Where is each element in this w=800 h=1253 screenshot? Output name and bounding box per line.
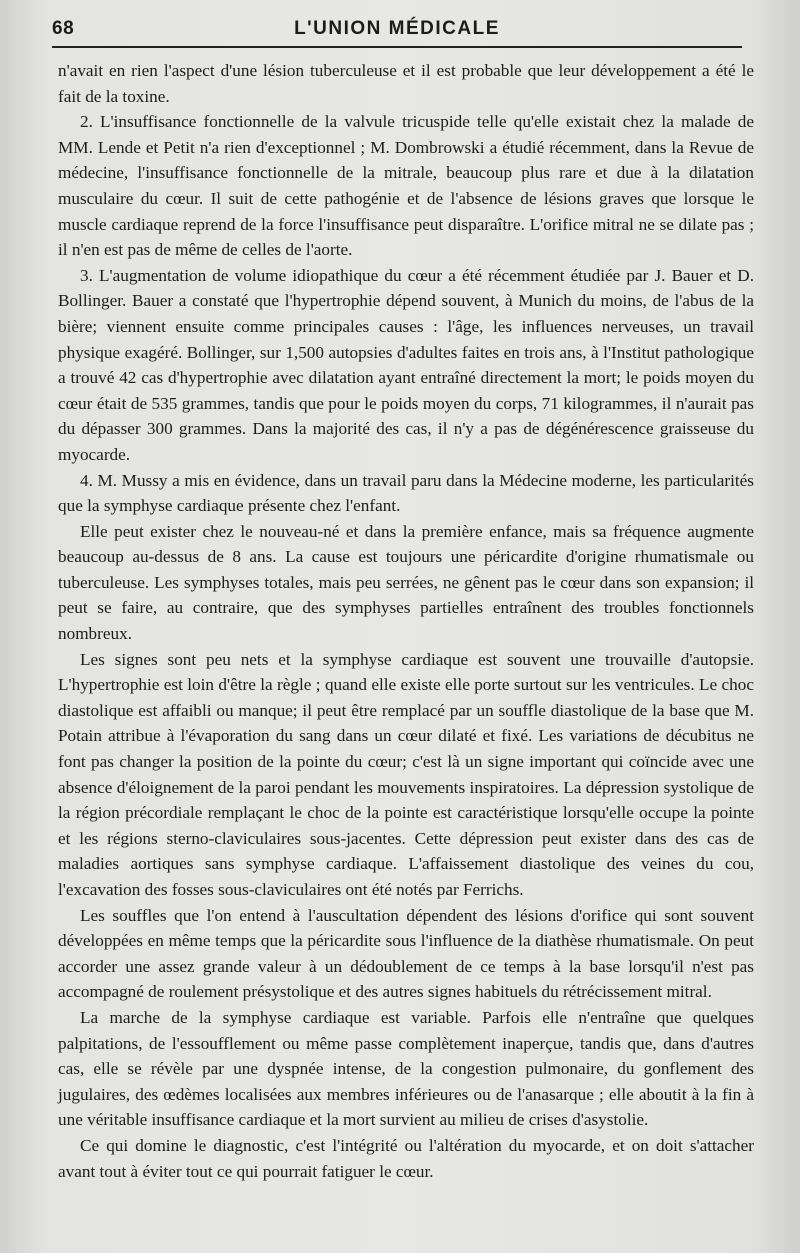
- paragraph: La marche de la symphyse cardiaque est variable. Parfois elle n'entraîne que quelques palpitations, de l'essoufflement ou même passe complètement inaperçue, tandis que, dans d'autres cas, elle se révèle par une dyspnée intense, de la congestion pulmonaire, du gonflement des jugulaires, des œdèmes localisées aux membres inférieures ou de l'anasarque ; elle aboutit à la fin à une véritable insuffisance cardiaque et la mort survient au milieu de crises d'asystolie.: [58, 1007, 754, 1130]
- page-header: [52, 14, 742, 46]
- page-number: 68: [52, 18, 75, 39]
- paragraph: Elle peut exister chez le nouveau-né et dans la première enfance, mais sa fréquence augmente beaucoup au-dessus de 8 ans. La cause est toujours une péricardite d'origine rhumatismale ou tuberculeuse. Les symphyses totales, mais peu serrées, ne gênent pas le cœur dans son expansion; il peut se faire, au contraire, que des symphyses partielles entraînent des troubles fonctionnels nombreux.: [58, 521, 754, 644]
- paragraph: 3. L'augmentation de volume idiopathique du cœur a été récemment étudiée par J. Bauer et D. Bollinger. Bauer a constaté que l'hypertrophie dépend souvent, à Munich du moins, de l'abus de la bière; viennent ensuite comme principales causes : l'âge, les influences nerveuses, un travail physique exagéré. Bollinger, sur 1,500 autopsies d'adultes faites en trois ans, à l'Institut pathologique a trouvé 42 cas d'hypertrophie avec dilatation ayant entraîné directement la mort; le poids moyen du cœur était de 535 grammes, tandis que pour le poids moyen du corps, 71 kilogrammes, il n'aurait pas du dépasser 300 grammes. Dans la majorité des cas, il n'y a pas de dégénérescence graisseuse du myocarde.: [58, 265, 754, 464]
- paragraph: Les souffles que l'on entend à l'auscultation dépendent des lésions d'orifice qui sont souvent développées en même temps que la péricardite sous l'influence de la diathèse rhumatismale. On peut accorder une assez grande valeur à un dédoublement de ce temps à la base lorsqu'il n'est pas accompagné de roulement présystolique et des autres signes habituels du rétrécissement mitral.: [58, 905, 754, 1002]
- body-text: [58, 58, 754, 1184]
- paragraph: 4. M. Mussy a mis en évidence, dans un travail paru dans la Médecine moderne, les particularités que la symphyse cardiaque présente chez l'enfant.: [58, 470, 754, 516]
- running-title: L'UNION MÉDICALE: [294, 18, 500, 39]
- paragraph: Les signes sont peu nets et la symphyse cardiaque est souvent une trouvaille d'autopsie. L'hypertrophie est loin d'être la règle ; quand elle existe elle porte surtout sur les ventricules. Le choc diastolique est affaibli ou manque; il peut être remplacé par un souffle diastolique de la base que M. Potain attribue à l'évaporation du sang dans un cœur dilaté et fixé. Les variations de décubitus ne font pas changer la position de la pointe du cœur; c'est là un signe important qui coïncide avec une absence d'éloignement de la paroi pendant les mouvements inspiratoires. La dépression systolique de la région précordiale remplaçant le choc de la pointe est caractéristique lorsqu'elle occupe la pointe et les régions sterno-claviculaires sous-jacentes. Cette dépression peut exister dans des cas de maladies aortiques sans symphyse cardiaque. L'affaissement diastolique des veines du cou, l'excavation des fosses sous-claviculaires ont été notés par Ferrichs.: [58, 649, 754, 899]
- paragraph: n'avait en rien l'aspect d'une lésion tuberculeuse et il est probable que leur développement a été le fait de la toxine.: [58, 61, 754, 106]
- paragraph: 2. L'insuffisance fonctionnelle de la valvule tricuspide telle qu'elle existait chez la malade de MM. Lende et Petit n'a rien d'exceptionnel ; M. Dombrowski a étudié récemment, dans la Revue de médecine, l'insuffisance fonctionnelle de la mitrale, beaucoup plus rare et due à la dilatation musculaire du cœur. Il suit de cette pathogénie et de l'absence de lésions graves que lorsque le muscle cardiaque reprend de la force l'insuffisance peut disparaître. L'orifice mitral ne se dilate pas ; il n'en est pas de même de celles de l'aorte.: [58, 112, 754, 260]
- paragraph: Ce qui domine le diagnostic, c'est l'intégrité ou l'altération du myocarde, et on doit s'attacher avant tout à éviter tout ce qui pourrait fatiguer le cœur.: [58, 1135, 754, 1181]
- header-rule: [52, 46, 742, 48]
